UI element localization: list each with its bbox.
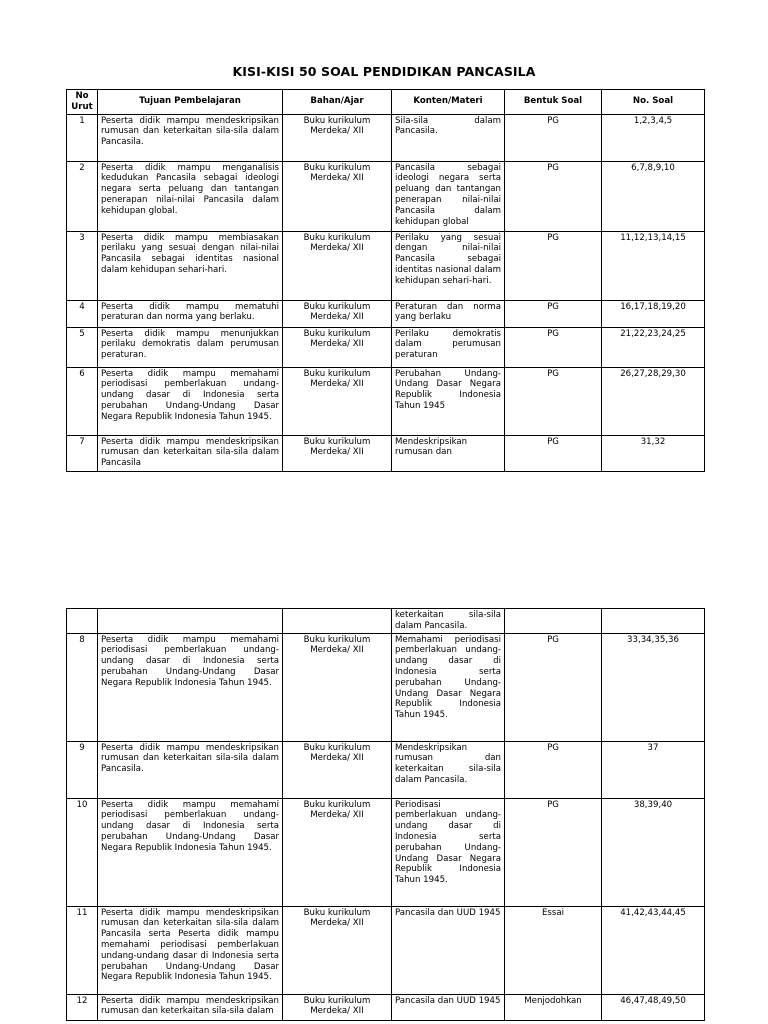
cell-no: 11 — [67, 906, 98, 994]
table-row — [67, 741, 705, 798]
cell-tujuan — [98, 609, 283, 634]
cell-no: 5 — [67, 327, 98, 367]
table-row — [67, 161, 705, 231]
cell-tujuan: Peserta didik mampu memahami periodisasi pemberlakuan undang-undang dasar di Indonesia serta perubahan Undang-Undang Dasar Negara Republik Indonesia Tahun 1945. — [98, 633, 283, 741]
table-row — [67, 327, 705, 367]
cell-tujuan: Peserta didik mampu mendeskripsikan rumusan dan keterkaitan sila-sila dalam Pancasila — [98, 435, 283, 471]
cell-bentuk: Menjodohkan — [505, 994, 602, 1020]
cell-tujuan: Peserta didik mampu mendeskripsikan rumusan dan keterkaitan sila-sila dalam Pancasila. — [98, 741, 283, 798]
cell-konten: Memahami periodisasi pemberlakuan undang-undang dasar di Indonesia serta perubahan Undang-Undang Dasar Negara Republik Indonesia Tahun 1945. — [392, 633, 505, 741]
cell-no-soal: 21,22,23,24,25 — [602, 327, 705, 367]
cell-no-soal — [602, 609, 705, 634]
table-row — [67, 906, 705, 994]
cell-bahan — [283, 609, 392, 634]
cell-konten: Pancasila dan UUD 1945 — [392, 994, 505, 1020]
cell-konten: Perubahan Undang-Undang Dasar Negara Republik Indonesia Tahun 1945 — [392, 367, 505, 435]
kisi-kisi-table-page-1 — [66, 89, 705, 472]
cell-no: 7 — [67, 435, 98, 471]
cell-bentuk — [505, 609, 602, 634]
table-row — [67, 435, 705, 471]
cell-tujuan: Peserta didik mampu membiasakan perilaku yang sesuai dengan nilai-nilai Pancasila sebagai identitas nasional dalam kehidupan sehari-hari. — [98, 231, 283, 300]
cell-no-soal: 6,7,8,9,10 — [602, 161, 705, 231]
cell-no-soal: 41,42,43,44,45 — [602, 906, 705, 994]
header-konten-materi: Konten/Materi — [392, 90, 505, 115]
cell-bahan: Buku kurikulum Merdeka/ XII — [283, 435, 392, 471]
kisi-kisi-table-page-2 — [66, 608, 705, 1021]
cell-bahan: Buku kurikulum Merdeka/ XII — [283, 994, 392, 1020]
cell-no: 12 — [67, 994, 98, 1020]
table-row — [67, 633, 705, 741]
cell-no-soal: 33,34,35,36 — [602, 633, 705, 741]
cell-no — [67, 609, 98, 634]
cell-bahan: Buku kurikulum Merdeka/ XII — [283, 161, 392, 231]
cell-konten: Peraturan dan norma yang berlaku — [392, 300, 505, 327]
table-header-row — [67, 90, 705, 115]
cell-no: 3 — [67, 231, 98, 300]
cell-no: 1 — [67, 114, 98, 161]
cell-no-soal: 46,47,48,49,50 — [602, 994, 705, 1020]
cell-konten: Perilaku demokratis dalam perumusan peraturan — [392, 327, 505, 367]
cell-bentuk: PG — [505, 300, 602, 327]
cell-tujuan: Peserta didik mampu mendeskripsikan rumusan dan keterkaitan sila-sila dalam — [98, 994, 283, 1020]
cell-bentuk: PG — [505, 114, 602, 161]
cell-bahan: Buku kurikulum Merdeka/ XII — [283, 300, 392, 327]
cell-bahan: Buku kurikulum Merdeka/ XII — [283, 906, 392, 994]
cell-bentuk: PG — [505, 741, 602, 798]
header-bahan-ajar: Bahan/Ajar — [283, 90, 392, 115]
cell-no-soal: 1,2,3,4,5 — [602, 114, 705, 161]
cell-bahan: Buku kurikulum Merdeka/ XII — [283, 633, 392, 741]
table-row — [67, 231, 705, 300]
cell-konten: keterkaitan sila-sila dalam Pancasila. — [392, 609, 505, 634]
header-bentuk-soal: Bentuk Soal — [505, 90, 602, 115]
cell-konten: Mendeskripsikan rumusan dan — [392, 435, 505, 471]
header-no-urut: No Urut — [67, 90, 98, 115]
cell-bentuk: PG — [505, 327, 602, 367]
cell-tujuan: Peserta didik mampu memahami periodisasi pemberlakuan undang-undang dasar di Indonesia serta perubahan Undang-Undang Dasar Negara Republik Indonesia Tahun 1945. — [98, 367, 283, 435]
cell-bentuk: PG — [505, 798, 602, 906]
cell-bentuk: PG — [505, 435, 602, 471]
table-row — [67, 367, 705, 435]
cell-no-soal: 26,27,28,29,30 — [602, 367, 705, 435]
cell-tujuan: Peserta didik mampu menunjukkan perilaku demokratis dalam perumusan peraturan. — [98, 327, 283, 367]
cell-bahan: Buku kurikulum Merdeka/ XII — [283, 798, 392, 906]
cell-bentuk: Essai — [505, 906, 602, 994]
cell-bahan: Buku kurikulum Merdeka/ XII — [283, 327, 392, 367]
cell-no: 8 — [67, 633, 98, 741]
cell-no-soal: 11,12,13,14,15 — [602, 231, 705, 300]
cell-konten: Pancasila sebagai ideologi negara serta peluang dan tantangan penerapan nilai-nilai Pancasila dalam kehidupan global — [392, 161, 505, 231]
cell-bahan: Buku kurikulum Merdeka/ XII — [283, 741, 392, 798]
cell-bahan: Buku kurikulum Merdeka/ XII — [283, 367, 392, 435]
cell-tujuan: Peserta didik mampu mendeskripsikan rumusan dan keterkaitan sila-sila dalam Pancasila. — [98, 114, 283, 161]
cell-no: 6 — [67, 367, 98, 435]
cell-tujuan: Peserta didik mampu mendeskripsikan rumusan dan keterkaitan sila-sila dalam Pancasila serta Peserta didik mampu memahami periodisasi pemberlakuan undang-undang dasar di Indonesia serta perubahan Undang-Undang Dasar Negara Republik Indonesia Tahun 1945. — [98, 906, 283, 994]
cell-tujuan: Peserta didik mampu mematuhi peraturan dan norma yang berlaku. — [98, 300, 283, 327]
document-title: KISI-KISI 50 SOAL PENDIDIKAN PANCASILA — [232, 64, 536, 79]
cell-bahan: Buku kurikulum Merdeka/ XII — [283, 231, 392, 300]
cell-bentuk: PG — [505, 231, 602, 300]
table-row — [67, 798, 705, 906]
cell-konten: Periodisasi pemberlakuan undang-undang dasar di Indonesia serta perubahan Undang-Undang Dasar Negara Republik Indonesia Tahun 1945. — [392, 798, 505, 906]
cell-bentuk: PG — [505, 633, 602, 741]
table-row — [67, 609, 705, 634]
cell-no-soal: 38,39,40 — [602, 798, 705, 906]
table-row — [67, 300, 705, 327]
cell-no-soal: 37 — [602, 741, 705, 798]
cell-konten: Pancasila dan UUD 1945 — [392, 906, 505, 994]
cell-tujuan: Peserta didik mampu menganalisis kedudukan Pancasila sebagai ideologi negara serta peluang dan tantangan penerapan nilai-nilai Pancasila dalam kehidupan global. — [98, 161, 283, 231]
table-row — [67, 994, 705, 1020]
cell-konten: Mendeskripsikan rumusan dan keterkaitan sila-sila dalam Pancasila. — [392, 741, 505, 798]
cell-no: 2 — [67, 161, 98, 231]
cell-konten: Perilaku yang sesuai dengan nilai-nilai Pancasila sebagai identitas nasional dalam kehidupan sehari-hari. — [392, 231, 505, 300]
cell-bentuk: PG — [505, 161, 602, 231]
header-no-soal: No. Soal — [602, 90, 705, 115]
cell-no-soal: 16,17,18,19,20 — [602, 300, 705, 327]
cell-bentuk: PG — [505, 367, 602, 435]
cell-bahan: Buku kurikulum Merdeka/ XII — [283, 114, 392, 161]
table-row — [67, 114, 705, 161]
header-tujuan-pembelajaran: Tujuan Pembelajaran — [98, 90, 283, 115]
cell-konten: Sila-sila dalam Pancasila. — [392, 114, 505, 161]
cell-no: 10 — [67, 798, 98, 906]
cell-no: 9 — [67, 741, 98, 798]
cell-tujuan: Peserta didik mampu memahami periodisasi pemberlakuan undang-undang dasar di Indonesia serta perubahan Undang-Undang Dasar Negara Republik Indonesia Tahun 1945. — [98, 798, 283, 906]
cell-no: 4 — [67, 300, 98, 327]
cell-no-soal: 31,32 — [602, 435, 705, 471]
